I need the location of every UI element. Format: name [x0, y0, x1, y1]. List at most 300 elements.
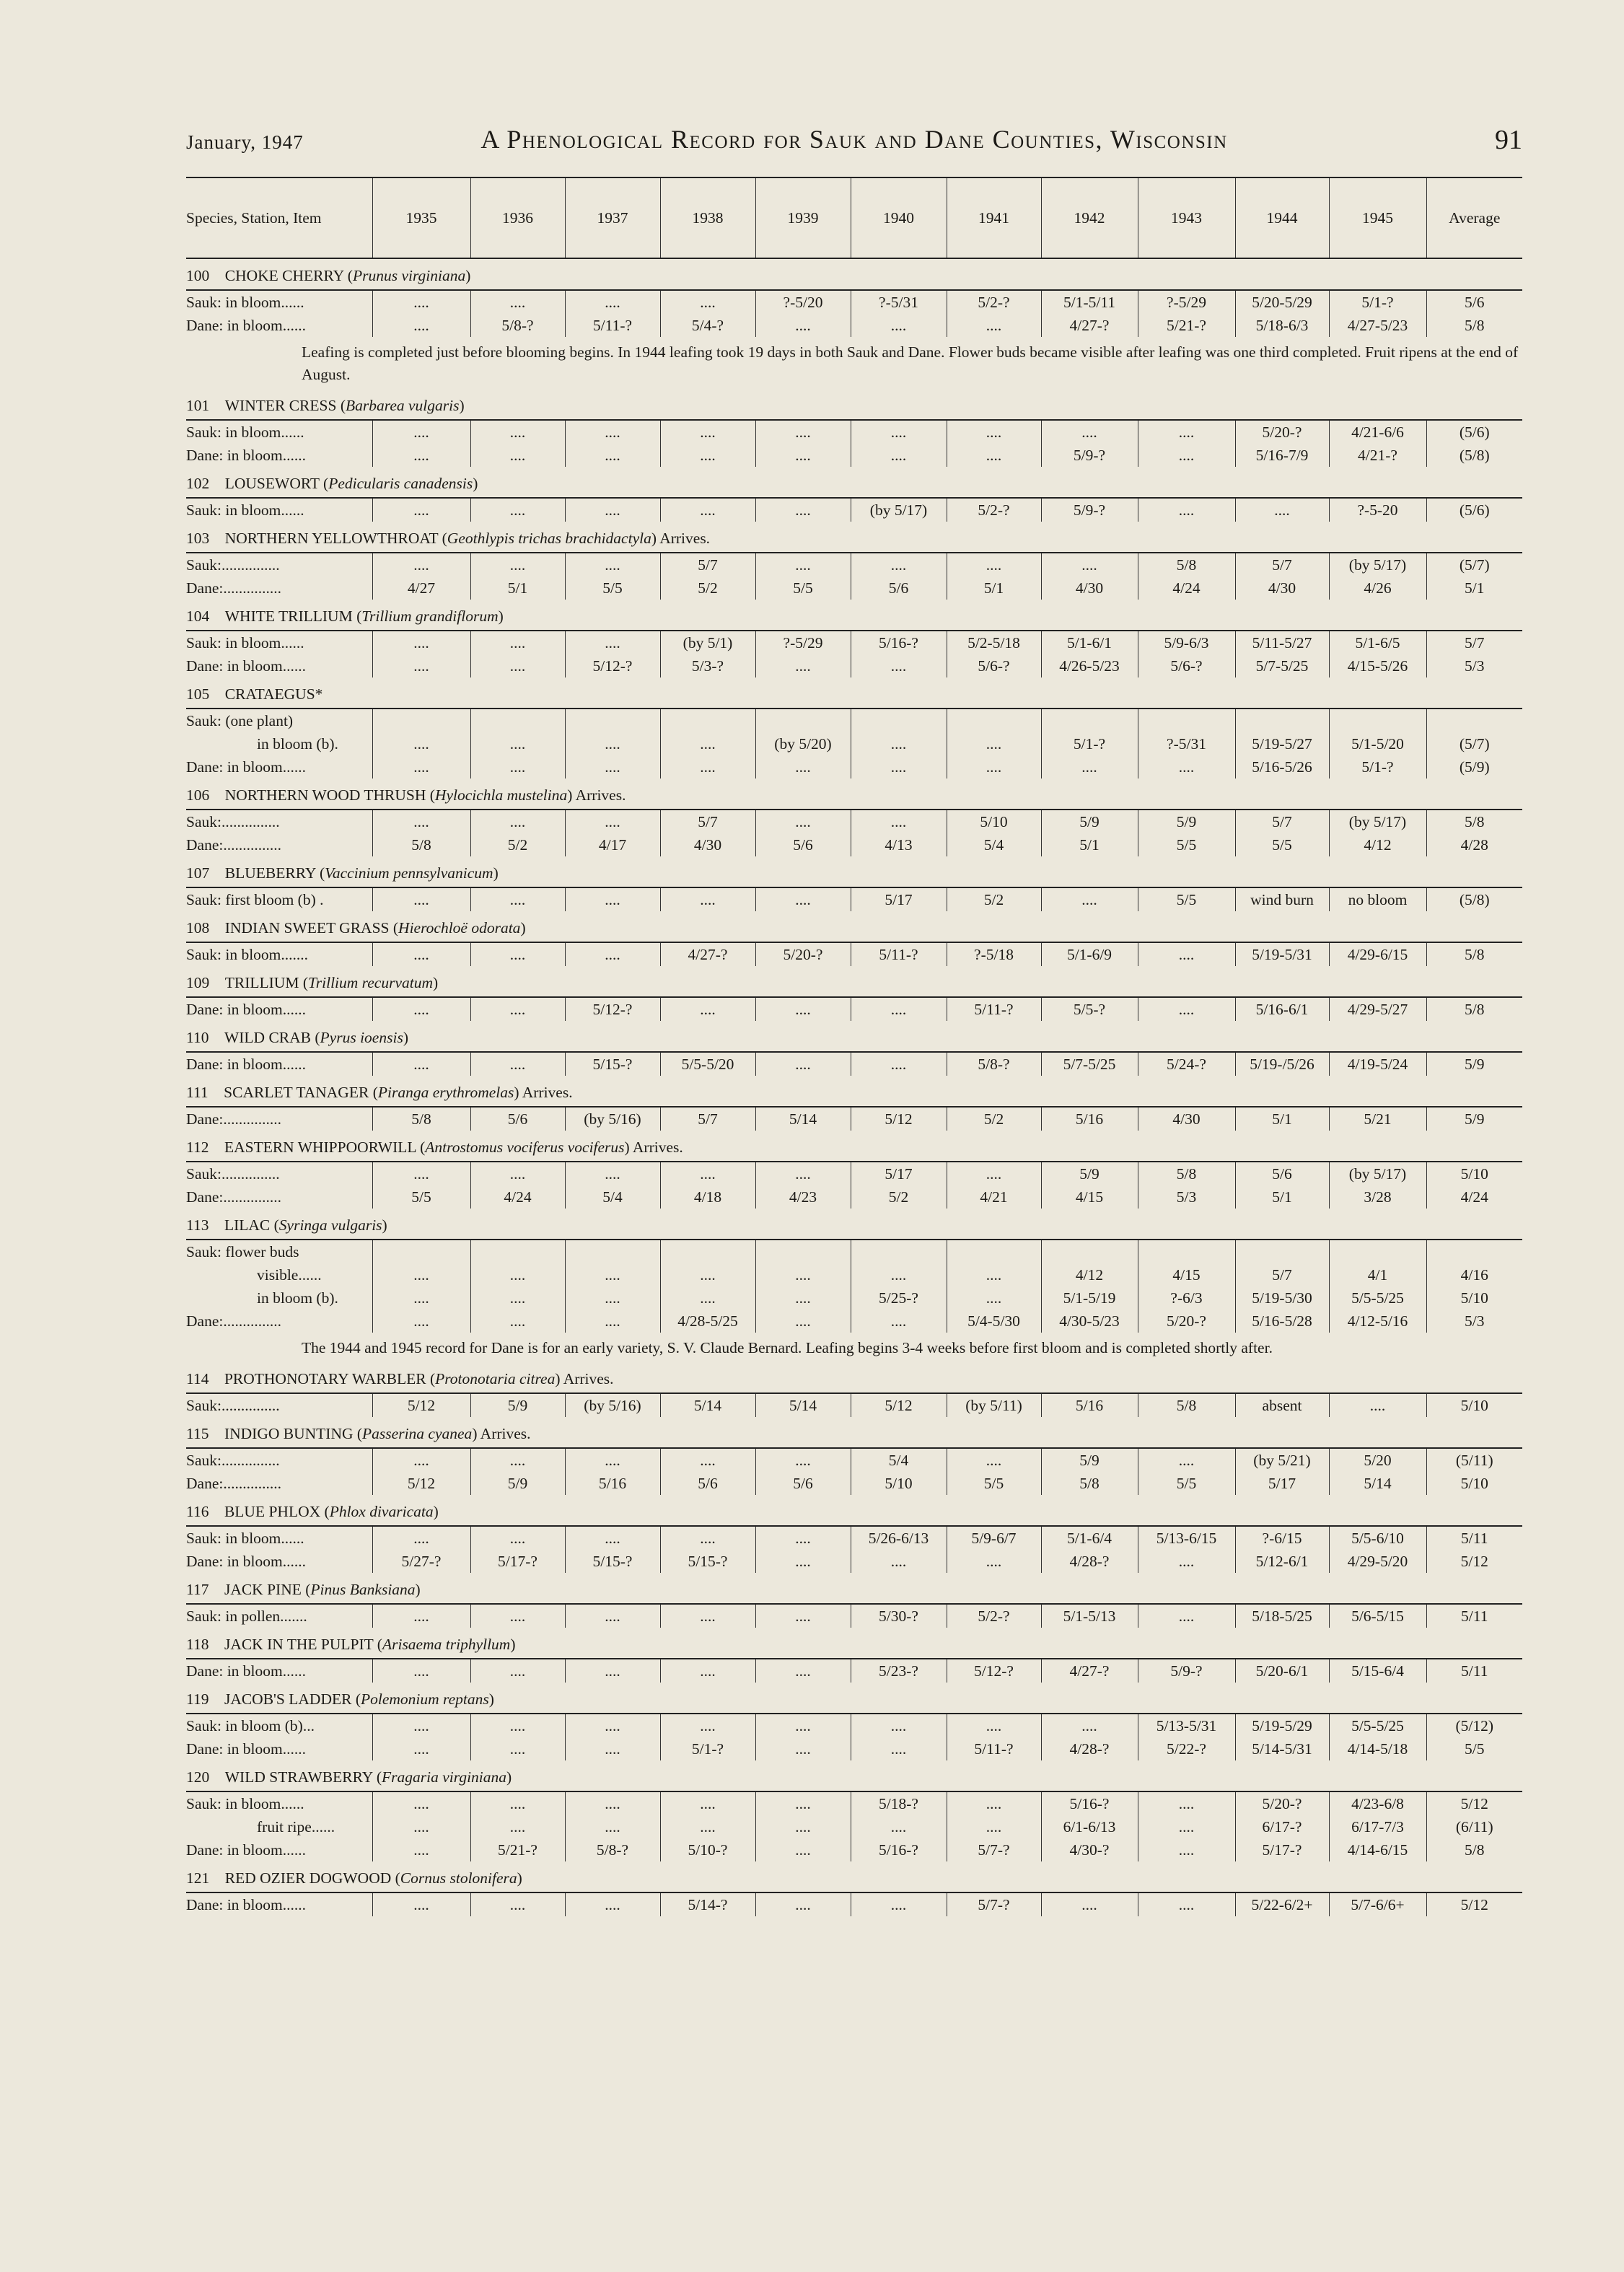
year-cell-1944: ?-6/15: [1235, 1526, 1329, 1550]
year-cell-1938: 4/30: [660, 833, 755, 856]
year-cell-1942: 5/9-?: [1041, 444, 1138, 467]
year-cell-1943: [1138, 1240, 1235, 1263]
species-common-name: INDIGO BUNTING: [224, 1425, 354, 1442]
year-cell-1938: 5/2: [660, 576, 755, 600]
year-cell-1942: 5/9-?: [1041, 498, 1138, 522]
table-row: [186, 290, 1522, 314]
year-cell-1940: ?-5/31: [851, 290, 947, 314]
year-cell-1939: ....: [755, 314, 851, 337]
year-cell-1942: 5/1-5/11: [1041, 290, 1138, 314]
year-cell-1942: 4/28-?: [1041, 1737, 1138, 1760]
species-latin-name: Phlox divaricata: [329, 1503, 434, 1520]
species-common-name: WILD CRAB: [224, 1029, 311, 1046]
year-cell-1937: ....: [565, 420, 660, 444]
column-header-1937: 1937: [565, 177, 660, 258]
year-cell-1940: (by 5/17): [851, 498, 947, 522]
year-cell-1940: 5/17: [851, 1162, 947, 1185]
row-label: Dane: in bloom......: [186, 758, 307, 776]
year-cell-1940: ....: [851, 1263, 947, 1286]
year-cell-1936: ....: [470, 1604, 565, 1628]
species-heading-cell: 109 TRILLIUM (Trillium recurvatum): [186, 966, 1522, 997]
year-cell-1939: (by 5/20): [755, 732, 851, 755]
year-cell-1939: ....: [755, 1838, 851, 1861]
year-cell-1943: ....: [1138, 1791, 1235, 1815]
table-row: [186, 498, 1522, 522]
year-cell-1940: 5/25-?: [851, 1286, 947, 1310]
species-latin-name: Hylocichla mustelina: [434, 786, 568, 804]
year-cell-1943: 5/9: [1138, 810, 1235, 833]
species-common-name: WINTER CRESS: [224, 397, 337, 414]
average-cell: 5/9: [1426, 1107, 1522, 1131]
year-cell-1943: 5/21-?: [1138, 314, 1235, 337]
year-cell-1936: 5/17-?: [470, 1550, 565, 1573]
year-cell-1938: 5/7: [660, 1107, 755, 1131]
year-cell-1941: 5/2-?: [947, 498, 1041, 522]
year-cell-1943: ....: [1138, 942, 1235, 966]
year-cell-1939: ....: [755, 1791, 851, 1815]
year-cell-1940: ....: [851, 314, 947, 337]
year-cell-1938: ....: [660, 1162, 755, 1185]
year-cell-1945: (by 5/17): [1329, 553, 1426, 576]
year-cell-1944: [1235, 1240, 1329, 1263]
row-label: visible......: [257, 1266, 322, 1284]
year-cell-1938: ....: [660, 1604, 755, 1628]
year-cell-1945: 4/21-6/6: [1329, 420, 1426, 444]
year-cell-1936: 5/1: [470, 576, 565, 600]
year-cell-1939: ....: [755, 1052, 851, 1076]
year-cell-1936: ....: [470, 1791, 565, 1815]
year-cell-1941: 5/1: [947, 576, 1041, 600]
species-number: 119: [186, 1690, 209, 1708]
year-cell-1942: [1041, 1240, 1138, 1263]
table-row: [186, 755, 1522, 778]
year-cell-1942: 4/30: [1041, 576, 1138, 600]
row-label: Sauk: in bloom......: [186, 501, 304, 519]
year-cell-1943: 5/5: [1138, 833, 1235, 856]
year-cell-1940: 5/2: [851, 1185, 947, 1209]
year-cell-1943: [1138, 709, 1235, 732]
year-cell-1945: [1329, 709, 1426, 732]
year-cell-1937: 5/8-?: [565, 1838, 660, 1861]
average-cell: 5/8: [1426, 942, 1522, 966]
year-cell-1940: 5/4: [851, 1448, 947, 1472]
average-cell: 5/8: [1426, 1838, 1522, 1861]
year-cell-1940: 5/30-?: [851, 1604, 947, 1628]
year-cell-1937: ....: [565, 1263, 660, 1286]
year-cell-1940: 5/12: [851, 1107, 947, 1131]
year-cell-1942: 4/30-?: [1041, 1838, 1138, 1861]
year-cell-1937: ....: [565, 1448, 660, 1472]
year-cell-1940: ....: [851, 1892, 947, 1916]
species-heading: [186, 778, 1522, 810]
year-cell-1941: 5/10: [947, 810, 1041, 833]
species-heading: [186, 522, 1522, 553]
average-cell: (5/6): [1426, 498, 1522, 522]
table-row: [186, 1240, 1522, 1263]
year-cell-1936: ....: [470, 654, 565, 677]
year-cell-1943: ....: [1138, 755, 1235, 778]
year-cell-1935: 5/8: [372, 1107, 470, 1131]
year-cell-1945: 4/15-5/26: [1329, 654, 1426, 677]
species-heading-cell: 115 INDIGO BUNTING (Passerina cyanea) Arrives.: [186, 1417, 1522, 1448]
species-heading: [186, 1628, 1522, 1659]
species-number: 101: [186, 397, 210, 414]
year-cell-1937: ....: [565, 498, 660, 522]
year-cell-1938: ....: [660, 444, 755, 467]
species-latin-name: Fragaria virginiana: [382, 1768, 507, 1786]
year-cell-1940: 5/16-?: [851, 1838, 947, 1861]
table-row: [186, 1815, 1522, 1838]
year-cell-1942: 5/9: [1041, 1448, 1138, 1472]
year-cell-1939: ....: [755, 1263, 851, 1286]
species-common-name: NORTHERN YELLOWTHROAT: [224, 530, 439, 547]
year-cell-1941: 5/4: [947, 833, 1041, 856]
year-cell-1936: ....: [470, 553, 565, 576]
year-cell-1944: 5/6: [1235, 1162, 1329, 1185]
year-cell-1938: ....: [660, 1263, 755, 1286]
year-cell-1945: 4/1: [1329, 1263, 1426, 1286]
phenology-table: [186, 177, 1522, 1916]
year-cell-1938: ....: [660, 1286, 755, 1310]
year-cell-1941: 4/21: [947, 1185, 1041, 1209]
year-cell-1941: ....: [947, 1263, 1041, 1286]
year-cell-1939: ....: [755, 420, 851, 444]
year-cell-1937: ....: [565, 631, 660, 654]
species-heading-cell: 121 RED OZIER DOGWOOD (Cornus stolonifera): [186, 1861, 1522, 1892]
year-cell-1938: 4/27-?: [660, 942, 755, 966]
species-latin-name: Geothlypis trichas brachidactyla: [447, 530, 651, 547]
year-cell-1937: (by 5/16): [565, 1393, 660, 1417]
year-cell-1941: 5/8-?: [947, 1052, 1041, 1076]
species-latin-name: Passerina cyanea: [362, 1425, 473, 1442]
average-cell: 5/11: [1426, 1604, 1522, 1628]
table-row: [186, 1892, 1522, 1916]
table-row: [186, 654, 1522, 677]
table-row: [186, 1659, 1522, 1683]
species-number: 108: [186, 919, 210, 937]
species-heading: [186, 1362, 1522, 1393]
species-heading-cell: 114 PROTHONOTARY WARBLER (Protonotaria citrea) Arrives.: [186, 1362, 1522, 1393]
year-cell-1943: 5/9-6/3: [1138, 631, 1235, 654]
year-cell-1936: ....: [470, 810, 565, 833]
year-cell-1944: 5/19-5/30: [1235, 1286, 1329, 1310]
year-cell-1935: [372, 709, 470, 732]
year-cell-1941: ....: [947, 1448, 1041, 1472]
column-header-1940: 1940: [851, 177, 947, 258]
year-cell-1937: ....: [565, 755, 660, 778]
year-cell-1939: 5/14: [755, 1107, 851, 1131]
year-cell-1938: 5/7: [660, 553, 755, 576]
year-cell-1941: 5/6-?: [947, 654, 1041, 677]
table-row: [186, 833, 1522, 856]
year-cell-1942: 4/15: [1041, 1185, 1138, 1209]
average-cell: 5/11: [1426, 1659, 1522, 1683]
species-latin-name: Hierochloë odorata: [398, 919, 521, 937]
species-heading-cell: 107 BLUEBERRY (Vaccinium pennsylvanicum): [186, 856, 1522, 887]
table-row: [186, 709, 1522, 732]
table-row: [186, 576, 1522, 600]
note-text: [186, 337, 1522, 389]
table-row: [186, 1472, 1522, 1495]
year-cell-1935: ....: [372, 1838, 470, 1861]
year-cell-1945: ?-5-20: [1329, 498, 1426, 522]
species-heading-cell: 118 JACK IN THE PULPIT (Arisaema triphyllum): [186, 1628, 1522, 1659]
year-cell-1939: ....: [755, 1526, 851, 1550]
year-cell-1940: ....: [851, 1052, 947, 1076]
year-cell-1937: ....: [565, 1162, 660, 1185]
note-text: [186, 1333, 1522, 1362]
species-number: 117: [186, 1581, 209, 1598]
year-cell-1938: 5/1-?: [660, 1737, 755, 1760]
year-cell-1944: (by 5/21): [1235, 1448, 1329, 1472]
year-cell-1941: [947, 709, 1041, 732]
year-cell-1945: 5/15-6/4: [1329, 1659, 1426, 1683]
table-row: [186, 1714, 1522, 1737]
year-cell-1943: 5/13-5/31: [1138, 1714, 1235, 1737]
year-cell-1943: ?-5/29: [1138, 290, 1235, 314]
year-cell-1942: 5/1-5/13: [1041, 1604, 1138, 1628]
year-cell-1941: 5/9-6/7: [947, 1526, 1041, 1550]
year-cell-1937: 5/15-?: [565, 1550, 660, 1573]
year-cell-1945: 4/27-5/23: [1329, 314, 1426, 337]
year-cell-1944: 5/11-5/27: [1235, 631, 1329, 654]
year-cell-1938: ....: [660, 1714, 755, 1737]
species-common-name: SCARLET TANAGER: [224, 1084, 369, 1101]
year-cell-1936: 5/9: [470, 1393, 565, 1417]
year-cell-1936: ....: [470, 887, 565, 911]
year-cell-1936: ....: [470, 444, 565, 467]
average-cell: (5/6): [1426, 420, 1522, 444]
average-cell: 5/7: [1426, 631, 1522, 654]
year-cell-1944: 5/20-6/1: [1235, 1659, 1329, 1683]
row-label: Sauk:...............: [186, 1397, 280, 1414]
year-cell-1944: 5/19-5/31: [1235, 942, 1329, 966]
year-cell-1938: ....: [660, 498, 755, 522]
table-row: [186, 1526, 1522, 1550]
year-cell-1941: ....: [947, 1714, 1041, 1737]
year-cell-1942: ....: [1041, 1714, 1138, 1737]
year-cell-1935: 5/8: [372, 833, 470, 856]
year-cell-1945: no bloom: [1329, 887, 1426, 911]
year-cell-1943: ?-6/3: [1138, 1286, 1235, 1310]
year-cell-1940: 5/11-?: [851, 942, 947, 966]
year-cell-1936: ....: [470, 1310, 565, 1333]
year-cell-1937: ....: [565, 1714, 660, 1737]
year-cell-1936: ....: [470, 1659, 565, 1683]
year-cell-1939: ....: [755, 1714, 851, 1737]
year-cell-1941: ....: [947, 1550, 1041, 1573]
year-cell-1935: ....: [372, 1448, 470, 1472]
year-cell-1936: ....: [470, 1892, 565, 1916]
year-cell-1943: 4/15: [1138, 1263, 1235, 1286]
species-note: [186, 337, 1522, 389]
year-cell-1944: wind burn: [1235, 887, 1329, 911]
year-cell-1936: ....: [470, 732, 565, 755]
year-cell-1945: 4/19-5/24: [1329, 1052, 1426, 1076]
species-common-name: JACOB'S LADDER: [224, 1690, 352, 1708]
year-cell-1936: 5/8-?: [470, 314, 565, 337]
year-cell-1938: 5/6: [660, 1472, 755, 1495]
year-cell-1938: ....: [660, 1791, 755, 1815]
species-heading: [186, 911, 1522, 942]
year-cell-1938: 5/7: [660, 810, 755, 833]
year-cell-1935: 5/12: [372, 1472, 470, 1495]
year-cell-1942: ....: [1041, 1892, 1138, 1916]
species-heading-cell: 103 NORTHERN YELLOWTHROAT (Geothlypis trichas brachidactyla) Arrives.: [186, 522, 1522, 553]
species-number: 120: [186, 1768, 210, 1786]
running-title: A Phenological Record for Sauk and Dane Counties, Wisconsin: [480, 125, 1228, 154]
average-cell: 5/8: [1426, 314, 1522, 337]
species-latin-name: Piranga erythromelas: [377, 1084, 514, 1101]
year-cell-1939: ....: [755, 553, 851, 576]
year-cell-1945: 5/1-?: [1329, 755, 1426, 778]
average-cell: [1426, 709, 1522, 732]
table-row: [186, 1838, 1522, 1861]
year-cell-1939: ....: [755, 810, 851, 833]
issue-date: January, 1947: [186, 131, 304, 153]
table-row: [186, 732, 1522, 755]
row-label: in bloom (b).: [257, 735, 338, 753]
species-common-name: CRATAEGUS*: [224, 685, 323, 703]
year-cell-1935: ....: [372, 755, 470, 778]
year-cell-1942: 5/1-6/9: [1041, 942, 1138, 966]
species-heading: [186, 856, 1522, 887]
year-cell-1937: ....: [565, 1604, 660, 1628]
species-number: 118: [186, 1636, 209, 1653]
average-cell: 4/28: [1426, 833, 1522, 856]
species-number: 114: [186, 1370, 209, 1387]
year-cell-1943: 5/24-?: [1138, 1052, 1235, 1076]
year-cell-1939: ....: [755, 1892, 851, 1916]
year-cell-1944: 5/1: [1235, 1185, 1329, 1209]
year-cell-1942: 5/1-5/19: [1041, 1286, 1138, 1310]
row-label: Dane: in bloom......: [186, 1553, 307, 1570]
year-cell-1939: ....: [755, 1815, 851, 1838]
year-cell-1943: ....: [1138, 1448, 1235, 1472]
year-cell-1944: 5/20-?: [1235, 420, 1329, 444]
row-label: Sauk: in bloom......: [186, 1530, 304, 1547]
year-cell-1942: 6/1-6/13: [1041, 1815, 1138, 1838]
year-cell-1938: 5/10-?: [660, 1838, 755, 1861]
year-cell-1935: ....: [372, 942, 470, 966]
year-cell-1940: 5/23-?: [851, 1659, 947, 1683]
species-common-name: WHITE TRILLIUM: [224, 608, 353, 625]
row-label: Sauk:...............: [186, 1165, 280, 1183]
year-cell-1942: ....: [1041, 420, 1138, 444]
year-cell-1937: ....: [565, 1892, 660, 1916]
year-cell-1945: 4/29-5/27: [1329, 997, 1426, 1021]
column-header-1939: 1939: [755, 177, 851, 258]
year-cell-1935: ....: [372, 1052, 470, 1076]
year-cell-1942: 5/1-6/1: [1041, 631, 1138, 654]
year-cell-1938: 5/3-?: [660, 654, 755, 677]
year-cell-1945: [1329, 1240, 1426, 1263]
year-cell-1935: ....: [372, 631, 470, 654]
year-cell-1935: ....: [372, 420, 470, 444]
year-cell-1939: ....: [755, 1550, 851, 1573]
species-common-name: JACK PINE: [224, 1581, 302, 1598]
year-cell-1942: 5/16: [1041, 1393, 1138, 1417]
species-heading: [186, 966, 1522, 997]
year-cell-1945: 4/14-6/15: [1329, 1838, 1426, 1861]
year-cell-1940: ....: [851, 732, 947, 755]
species-heading: [186, 258, 1522, 290]
year-cell-1935: [372, 1240, 470, 1263]
year-cell-1939: ....: [755, 887, 851, 911]
year-cell-1945: 4/23-6/8: [1329, 1791, 1426, 1815]
year-cell-1942: 4/27-?: [1041, 1659, 1138, 1683]
row-label: Sauk: in bloom.......: [186, 946, 309, 963]
row-label: Sauk: in bloom (b)...: [186, 1717, 315, 1734]
average-cell: 4/16: [1426, 1263, 1522, 1286]
year-cell-1937: ....: [565, 1310, 660, 1333]
row-label: Sauk: in pollen.......: [186, 1607, 307, 1625]
year-cell-1943: 4/30: [1138, 1107, 1235, 1131]
species-common-name: EASTERN WHIPPOORWILL: [224, 1139, 416, 1156]
year-cell-1939: 5/14: [755, 1393, 851, 1417]
year-cell-1941: (by 5/11): [947, 1393, 1041, 1417]
table-row: [186, 997, 1522, 1021]
row-label: Dane:...............: [186, 1110, 281, 1128]
average-cell: 5/10: [1426, 1286, 1522, 1310]
year-cell-1938: 5/15-?: [660, 1550, 755, 1573]
year-cell-1940: ....: [851, 420, 947, 444]
year-cell-1935: ....: [372, 1791, 470, 1815]
year-cell-1945: 5/5-5/25: [1329, 1286, 1426, 1310]
year-cell-1943: ....: [1138, 1892, 1235, 1916]
species-number: 109: [186, 974, 210, 991]
year-cell-1941: 5/2-?: [947, 1604, 1041, 1628]
species-common-name: WILD STRAWBERRY: [224, 1768, 373, 1786]
year-cell-1940: 5/12: [851, 1393, 947, 1417]
year-cell-1945: 5/5-5/25: [1329, 1714, 1426, 1737]
row-label: Dane: in bloom......: [186, 1740, 307, 1758]
year-cell-1940: 5/10: [851, 1472, 947, 1495]
year-cell-1941: 5/2-5/18: [947, 631, 1041, 654]
species-number: 100: [186, 267, 210, 284]
note-paragraph: Leafing is completed just before blooming begins. In 1944 leafing took 19 days in both Sauk and Dane. Flower buds became visible after leafing was one third completed. Fruit ripens at the end of August.: [302, 343, 1519, 383]
year-cell-1945: 5/7-6/6+: [1329, 1892, 1426, 1916]
year-cell-1935: ....: [372, 1162, 470, 1185]
species-latin-name: Polemonium reptans: [361, 1690, 489, 1708]
year-cell-1942: 4/28-?: [1041, 1550, 1138, 1573]
average-cell: 5/1: [1426, 576, 1522, 600]
year-cell-1937: ....: [565, 553, 660, 576]
year-cell-1938: [660, 1240, 755, 1263]
year-cell-1943: ....: [1138, 997, 1235, 1021]
table-row: [186, 553, 1522, 576]
year-cell-1936: ....: [470, 1052, 565, 1076]
table-row: [186, 1393, 1522, 1417]
year-cell-1935: 5/5: [372, 1185, 470, 1209]
year-cell-1935: ....: [372, 1815, 470, 1838]
year-cell-1944: 5/17-?: [1235, 1838, 1329, 1861]
species-number: 102: [186, 475, 210, 492]
year-cell-1939: 5/6: [755, 833, 851, 856]
year-cell-1939: ....: [755, 1604, 851, 1628]
year-cell-1942: ....: [1041, 553, 1138, 576]
year-cell-1940: 5/17: [851, 887, 947, 911]
year-cell-1935: ....: [372, 290, 470, 314]
year-cell-1941: ....: [947, 1815, 1041, 1838]
year-cell-1942: ....: [1041, 755, 1138, 778]
row-label: Dane: in bloom......: [186, 1896, 307, 1913]
year-cell-1935: 4/27: [372, 576, 470, 600]
species-heading: [186, 1495, 1522, 1526]
species-common-name: INDIAN SWEET GRASS: [224, 919, 390, 937]
species-number: 107: [186, 864, 210, 882]
year-cell-1939: ....: [755, 1286, 851, 1310]
